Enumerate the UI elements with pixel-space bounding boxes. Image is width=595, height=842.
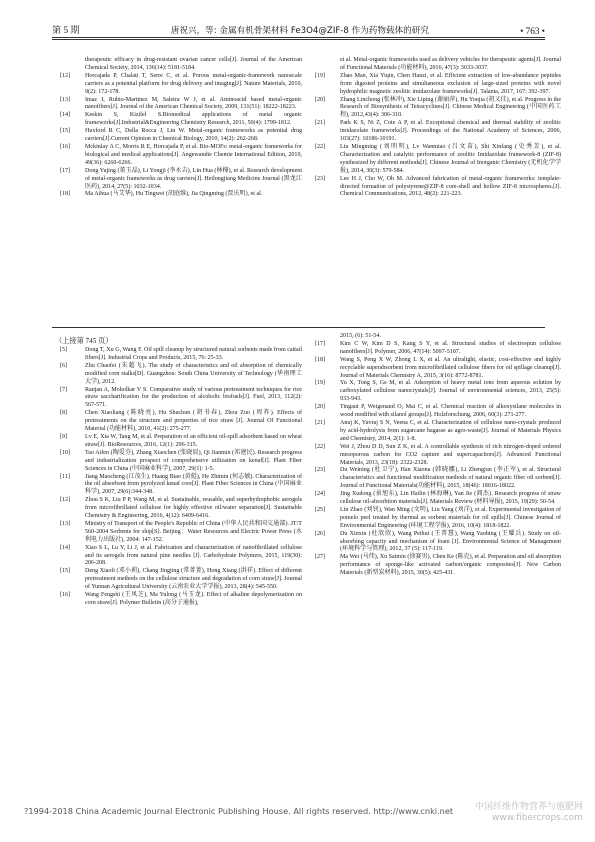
reference-number: [21]: [315, 419, 326, 426]
reference-text: Lee H J, Cho W, Oh M. Advanced fabrication of metal-organic frameworks: template-directed formation of polystyrene@ZIF-8 core-shell and hollow ZIF-8 microspheres.[J]. Chemical Communications, 2012, 48(2): 221-223.: [340, 175, 561, 198]
reference-item: [315, 467, 561, 491]
reference-text: Ma Wei (马伟), Xu Saimin (徐赛男), Chen Ke (陈克), et al. Preparation and oil absorption performance of sponge-like activated carbon/organic composites[J]. New Carbon Materials (新型炭材料), 2015, 30(5): 425-431.: [340, 554, 561, 577]
reference-item: [60, 521, 302, 545]
reference-text: Horcajada P, Chalati T, Serre C, et al. Porous metal-organic-framework nanoscale carriers as a potential platform for drug delivery and imaging[J]. Nature Materials, 2010, 9(2): 172-178.: [85, 72, 302, 95]
reference-item: [315, 444, 561, 468]
reference-number: [15]: [60, 128, 71, 135]
reference-number: [14]: [60, 544, 71, 551]
reference-number: [14]: [60, 112, 71, 119]
reference-text: Wang S, Peng X W, Zhong L X, et al. An ultralight, elastic, cost-effective and highly recyclable superabsorbent from microfibrillated cellulose fibers for oil spillage cleanup[J]. Journal of Materials Chemistry A, 2015, 3(16): 8772-8781.: [340, 356, 561, 379]
reference-number: [27]: [315, 554, 326, 561]
reference-item: [315, 97, 561, 121]
copyright-footer: ?1994-2018 China Academic Journal Electronic Publishing House. All rights reserved. http://www.cnki.net: [24, 806, 454, 816]
reference-text: Ranjan A, Moholkar V S. Comparative study of various pretreatment techniques for rice straw saccharification for the production of alcoholic biofuels[J]. Fuel, 2013, 112(2): 567-571.: [85, 386, 302, 409]
reference-item: [60, 497, 302, 521]
reference-item: [315, 404, 561, 420]
reference-number: [19]: [315, 380, 326, 387]
site-watermark: [475, 802, 583, 824]
reference-text: Dong T, Xu G, Wang F. Oil spill cleanup by structured natural sorbents made from cattail fibers[J]. Industrial Crops and Products, 2015, 76: 25-33.: [85, 347, 302, 361]
reference-number: [21]: [315, 120, 326, 127]
reference-number: [7]: [60, 386, 68, 393]
reference-number: [20]: [315, 96, 326, 103]
reference-item: [315, 57, 561, 73]
watermark-line1: 中国纤维作物营养与施肥网: [474, 802, 583, 812]
references-top-right: [315, 57, 561, 199]
reference-text: Jiang Maocheng (江茂生), Huang Biao (黄彪), He Zhimin (何志敏). Characterization of the oil absorbent from pyrolyzed kenaf core[J]. Plant Fiber Sciences in China (中国麻业科学), 2007, 29(6):344-348.: [85, 473, 302, 496]
reference-text: Wei J, Zhou D D, Sun Z K, et al. A controllable synthesis of rich nitrogen-doped ordered mesoporous carbon for CO2 capture and supercapacitors[J]. Advanced Functional Materials, 2013, 23(18): 2322-2328.: [340, 443, 561, 466]
reference-number: [6]: [60, 362, 68, 369]
reference-text: Zhao Man, Xia Yiqin, Chen Hanzi, et al. Efficient extraction of low-abundance peptides from digested proteins and simultaneous exclusion of large-sized proteins with novel hydrophilic magnetic zeolitic imidazolate frameworks[J]. Talanta, 2017, 167: 392-397.: [340, 72, 561, 95]
reference-number: [18]: [315, 356, 326, 363]
reference-item: [60, 347, 302, 363]
reference-text: Du Xinxin (杜欣欣), Wang Peihui (王普慧), Wang Yaobing (王耀兵). Study on oil-absorbing capacity and mechanism of foam [J]. Environmental Science of Management (环境科学与管理), 2012, 37 (5): 117-119.: [340, 530, 561, 553]
reference-item: [60, 57, 302, 73]
reference-item: [315, 176, 561, 200]
reference-item: [60, 545, 302, 569]
reference-number: [19]: [315, 72, 326, 79]
reference-number: [5]: [60, 347, 68, 353]
reference-number: [26]: [315, 530, 326, 537]
reference-item: [60, 73, 302, 97]
reference-number: [17]: [315, 340, 326, 347]
reference-number: [16]: [60, 143, 71, 150]
reference-item: [60, 363, 302, 387]
reference-number: [18]: [60, 191, 71, 198]
reference-text: Park K S, Ni Z, Cote A P, et al. Exceptional chemical and thermal stability of zeolitic imidazolate frameworks[J]. Proceedings of the National Academy of Sciences, 2006, 103(27): 10186-10191.: [340, 120, 561, 143]
reference-number: [23]: [315, 467, 326, 474]
reference-item: [60, 144, 302, 168]
issue-label: 第 5 期: [52, 25, 80, 35]
reference-text: Xiao S L, Lu Y, Li J, et al. Fabrication and characterization of nanofibrillated cellulose and its aerogels from natural pine needles [J]. Carbohydrate Polymers, 2015, 119(30): 206-208.: [85, 544, 302, 567]
header-rule-2: [52, 39, 545, 40]
reference-item: [315, 144, 561, 176]
reference-text: Dong Yujing (董玉晶), Li Yongji (李永吉), Lin Hua (林樺), et al. Research development of metal-organic frameworks as drug carriers[J]. Heilongjiang Medicine Journal (黑龙江医药), 2014, 27(5): 1032-1034.: [85, 167, 302, 190]
reference-number: [9]: [60, 433, 68, 440]
reference-number: [12]: [60, 497, 71, 504]
reference-item: [60, 191, 302, 199]
reference-text: Liu Mingming (刘明明), Lv Wanmiao (吕文苗), Shi Xinfang (史秀芳), et al. Characterization and catalytic performance of zeolitic Imidazolate framework-8 (ZIF-8) synthesized by different methods[J]. Chinese Journal of Inorganic Chemistry (无机化学学报), 2014, 30(3): 579-584.: [340, 143, 561, 174]
reference-text: Tingaut P, Weigenand O, Mai C, et al. Chemical reaction of alkoxysilane molecules in wood modified with silanol groups[J]. Holzforschung, 2006, 60(3): 271-277.: [340, 404, 561, 419]
reference-item: [60, 568, 302, 592]
reference-item: [60, 112, 302, 128]
section-divider: [52, 327, 545, 328]
reference-text: Ma Aihua (马艾华), Hu Tingwei (胡庭维), Jia Qingming (贾庆明), et al.: [85, 191, 263, 198]
reference-item: [315, 357, 561, 381]
reference-item: [315, 380, 561, 404]
reference-text: Tao Aifen (陶爱芬), Zhang Xiaochen (张晓辰), Qi Jianmin (祁建民). Research progress and industrialization prospect of comprehensive utilization on kenaf[J]. Plant Fiber Sciences in China (中国麻业科学), 2007, 29(1): 1-5.: [85, 449, 302, 472]
continued-from-label: （上接第 745 页）: [55, 337, 113, 345]
reference-item: [60, 592, 302, 608]
reference-item: [315, 333, 561, 341]
reference-text: Du Weining (杜卫宁), Han Xiaona (韩晓娜), Li Zhengjun (李正军), et al. Structural characteristics and functional modification methods of natural organic fiber oil sorbent[J]. Journal of Functional Materials(功能材料), 2015, 18(46): 18016-18022.: [340, 467, 561, 490]
reference-text: Yu X, Tong S, Ge M, et al. Adsorption of heavy metal ions from aqueous solution by carboxylated cellulose nanocrystals[J]. Journal of environmental sciences, 2013, 25(5): 933-943.: [340, 380, 561, 403]
reference-number: [17]: [60, 167, 71, 174]
references-top-left: [60, 57, 302, 199]
reference-text: Keskin S, Kizilel S.Biomedical applications of metal organic frameworks[J].Industrial&Engineering Chemistry Research, 2011, 50(4): 1799-1812.: [85, 112, 302, 127]
reference-number: [23]: [315, 175, 326, 182]
reference-number: [11]: [60, 473, 70, 480]
reference-item: [60, 474, 302, 498]
reference-item: [315, 420, 561, 444]
running-title: 唐祝兴，等: 金属有机骨架材料 Fe3O4@ZIF-8 作为药物载体的研究: [170, 26, 429, 36]
reference-item: [60, 128, 302, 144]
reference-item: [315, 341, 561, 357]
page-number: • 763 •: [520, 26, 545, 36]
reference-item: [315, 531, 561, 555]
reference-text: therapeutic efficacy in drug-resistant ovarian cancer cells[J]. Journal of the American Chemical Society, 2014, 136(14): 5181-5184.: [85, 57, 302, 71]
reference-text: Zhou S K, Liu P P, Wang M, et al. Sustainable, reusable, and superhydrophobic aerogels from microfibrillated cellulose for highly effective oil/water separation[J]. Sustainable Chemistry & Engineering, 2016, 4(12): 6409-6416.: [85, 497, 302, 520]
reference-item: [60, 168, 302, 192]
reference-number: [15]: [60, 568, 71, 575]
reference-text: Imaz I, Rubio-Martinez M, Saletra W J, et al. Aminoacid based metal-organic nanofibers[J]. Journal of the American Chemical Society, 2009, 131(51): 18222-18223.: [85, 96, 302, 111]
reference-text: Mckinlay A C, Morris R E, Horcajada P, et al. Bio-MOFs: metal-organic frameworks for biological and medical applications[J]. Angewandte Chemie International Edition, 2010, 49(36): 6260-6266.: [85, 143, 302, 166]
reference-number: [10]: [60, 449, 71, 456]
reference-item: [315, 554, 561, 578]
reference-number: [16]: [60, 592, 71, 599]
reference-number: [25]: [315, 506, 326, 513]
reference-number: [22]: [315, 443, 326, 450]
running-header: [52, 22, 545, 36]
references-bottom-right: [315, 333, 561, 578]
reference-number: [12]: [60, 72, 71, 79]
reference-text: Ministry of Transport of the People's Republic of China (中华人民共和国交通部). JT/T 560-2004 Sorbents for ship[S]. Beijing：Water Resources and Electric Power Press (水利电力出版社), 2004: 147-152.: [85, 520, 302, 543]
reference-number: [8]: [60, 410, 68, 417]
watermark-line2: www.fibercrops.com: [492, 813, 583, 823]
reference-item: [315, 491, 561, 507]
reference-number: [13]: [60, 520, 71, 527]
reference-item: [60, 434, 302, 450]
reference-text: Anuj K, Yuvraj S N, Veena C, et al. Characterization of cellulose nano-crystals produced by acid-hydrolysis from sugarcane bagasse as agro-waste[J]. Journal of Materials Physics and Chemistry, 2014, 2(1): 1-8.: [340, 419, 561, 442]
reference-item: [315, 73, 561, 97]
reference-item: [60, 387, 302, 411]
reference-item: [60, 97, 302, 113]
header-rule: [52, 37, 545, 38]
reference-number: [13]: [60, 96, 71, 103]
reference-number: [22]: [315, 143, 326, 150]
reference-item: [60, 450, 302, 474]
reference-text: Chen Xiaoliang (陈晓亮), Hu Shuchun (胡书春), Zhou Zuo (周祚). Effects of pretreatments on the structure and properties of rice straw [J]. Journal Of Functional Material (功能材料), 2010, 41(2): 275-277.: [85, 410, 302, 433]
reference-text: Jing Xudong (景旭东), Lin Hailin (林海琳), Yan Jie (阎杰). Research progress of straw cellulose oil-absorbtion materials[J]. Materials Review (材料导报), 2015, 19(29): 50-54.: [340, 491, 561, 506]
reference-item: [315, 120, 561, 144]
reference-text: Lv E, Xia W, Tang M, et al. Preparation of an efficient oil-spill adsorbent based on wheat straw[J]. BioResources, 2016, 12(1): 296-315.: [85, 433, 302, 448]
reference-text: Lin Zhao (刘钊), Wan Ming (文明), Liu Yang (刘洋), et al. Experimental investigation of pomelo peel treated by thermal as sorbent materials for oil spills[J]. Chinese Journal of Environmental Engineering (环境工程学报), 2016, 10(4): 1818-1822.: [340, 506, 561, 529]
reference-number: [20]: [315, 404, 326, 411]
reference-item: [60, 410, 302, 434]
reference-text: Huxford R C, Della Rocca J, Lin W. Metal-organic frameworks as potential drug carriers[J].Current Opinion in Chemical Biology, 2010, 14(2): 262-268.: [85, 128, 302, 143]
reference-text: Deng Xiaoli (邓小莉), Chang Jingjing (常菁菁), Hong Xiang (洪祥). Effect of different pretreatment methods on the cellulose structure and degradation of corn straw[J]. Journal of Yunnan Agricultural University (云南农业大学学报), 2013, 28(4): 545-550.: [85, 568, 302, 591]
reference-text: 2015, (6): 51-54.: [340, 333, 381, 339]
references-bottom-left: [55, 332, 302, 608]
reference-number: [24]: [315, 491, 326, 498]
reference-text: Kim C W, Kim D S, Kang S Y, et al. Structural studies of electrospun cellulose nanofibers[J]. Polymer, 2006, 47(14): 5097-5107.: [340, 340, 561, 355]
reference-text: Zhu Chaofei (朱超飞). The study of characteristics and oil absorption of chemically modified corn stalks[D]. Guangzhou: South China University of Technology (华南理工大学), 2012.: [85, 362, 302, 385]
reference-text: et al. Metal-organic frameworks used as delivery vehicles for therapeutic agents[J]. Journal of Functional Materials (功能材料), 2016, 47(3): 3033-3037.: [340, 57, 561, 71]
reference-text: Zhang Linchong (张林冲), Xie Liping (谢丽萍), Hu Youjia (胡又佳), et al. Progress in the Research of Biosynthesis of Tetracyclines[J]. Chinese Medical Engineering (中国医药工程), 2012,43(4): 306-310.: [340, 96, 561, 119]
reference-item: [315, 507, 561, 531]
reference-text: Wang Fengshi (王凤芝), Ma Yulong (马玉龙). Effect of alkaline depolymerization on corn straw[J]. Polymer Bulletin (高分子通报),: [85, 592, 302, 606]
